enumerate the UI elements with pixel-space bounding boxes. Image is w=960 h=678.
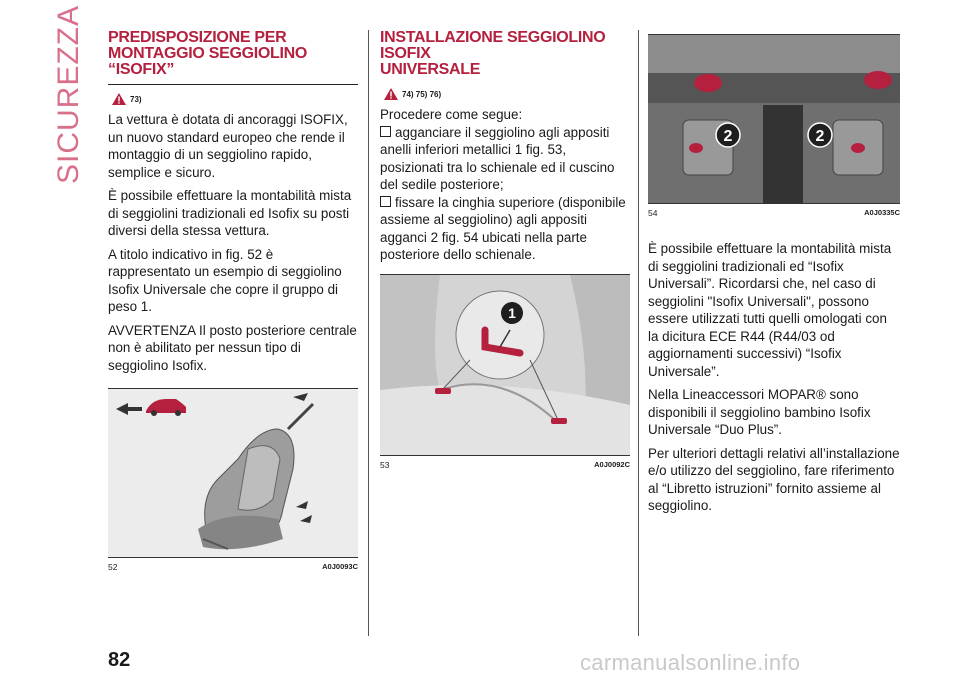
title-line: UNIVERSALE <box>380 61 481 78</box>
paragraph: È possibile effettuare la montabilità mista di seggiolini tradizionali ed Isofix su posti diversi della stessa vettura. <box>108 188 352 238</box>
figure-number: 54 <box>648 208 658 218</box>
intro-text: Procedere come segue: <box>380 107 523 122</box>
figure-53 <box>380 274 630 456</box>
column-isofix-notes <box>648 34 900 521</box>
figure-code: A0J0093C <box>322 562 358 571</box>
figure-caption <box>648 208 900 218</box>
title-rule <box>108 84 358 85</box>
warning-icon <box>112 93 126 105</box>
section-title <box>108 30 358 78</box>
callout-1-text: 1 <box>508 304 516 321</box>
column-divider <box>638 30 639 636</box>
figure-number: 52 <box>108 562 118 572</box>
figure-52 <box>108 388 358 558</box>
list-item-text: agganciare il seggiolino agli appositi anelli inferiori metallici 1 fig. 53, posizionati tra lo schienale ed il cuscino del sedile posteriore; <box>380 124 615 192</box>
column-isofix-predisposition <box>108 30 358 572</box>
paragraph: A titolo indicativo in fig. 52 è rappresentato un esempio di seggiolino Isofix Universale che copre il gruppo di peso 1. <box>108 246 342 314</box>
checkbox-bullet-icon <box>380 196 391 207</box>
title-line: MONTAGGIO SEGGIOLINO <box>108 45 308 62</box>
paragraph: Per ulteriori dettagli relativi all’installazione e/o utilizzo del seggiolino, fare riferimento al “Libretto istruzioni” fornito assieme al seggiolino. <box>648 445 900 513</box>
title-line: INSTALLAZIONE SEGGIOLINO ISOFIX <box>380 29 606 62</box>
section-side-label <box>52 4 85 184</box>
figure-caption <box>380 460 630 470</box>
column-isofix-installation <box>380 30 630 470</box>
paragraph: È possibile effettuare la montabilità mista di seggiolini tradizionali ed “Isofix Universali”. Ricordarsi che, nel caso di seggiolini "Isofix Universali", possono essere utilizzati tutti quelli omologati con la dicitura ECE R44 (R44/03 od aggiornamenti successivi) “Isofix Universale”. <box>648 241 892 379</box>
warning-icon <box>384 88 398 100</box>
warning-reference <box>384 88 630 100</box>
figure-number: 53 <box>380 459 390 470</box>
paragraph: La vettura è dotata di ancoraggi ISOFIX, un nuovo standard europeo che rende il montaggio di un seggiolino rapido, semplice e sicuro. <box>108 112 348 180</box>
figure-caption <box>108 562 358 572</box>
paragraph: Nella Lineaccessori MOPAR® sono disponibili il seggiolino bambino Isofix Universale “Duo Plus”. <box>648 387 871 437</box>
page-number: 82 <box>108 649 131 671</box>
seat-anchors-illustration <box>380 275 630 455</box>
tether-anchors-illustration <box>648 35 900 203</box>
child-seat-illustration <box>108 389 358 557</box>
watermark: carmanualsonline.info <box>580 650 801 675</box>
checkbox-bullet-icon <box>380 126 391 137</box>
callout-2-text: 2 <box>723 128 733 145</box>
figure-54 <box>648 34 900 204</box>
title-line: “ISOFIX” <box>108 61 175 78</box>
list-item <box>380 124 630 194</box>
section-side-label-text: SICUREZZA <box>52 4 85 184</box>
paragraph: AVVERTENZA Il posto posteriore centrale non è abilitato per nessun tipo di seggiolino Isofix. <box>108 322 357 373</box>
figure-code: A0J0335C <box>864 208 900 217</box>
warning-reference <box>112 93 358 105</box>
section-title <box>380 30 630 78</box>
title-line: PREDISPOSIZIONE PER <box>108 29 287 46</box>
warning-ref-text: 74) 75) 76) <box>402 89 442 99</box>
column-divider <box>368 30 369 636</box>
list-item-text: fissare la cinghia superiore (disponibile assieme al seggiolino) agli appositi agganci 2 fig. 54 ubicati nella parte posteriore dello schienale. <box>380 194 626 262</box>
list-item <box>380 194 630 264</box>
figure-code: A0J0092C <box>594 459 630 469</box>
callout-2-text: 2 <box>815 128 825 145</box>
warning-ref-text: 73) <box>130 94 142 104</box>
